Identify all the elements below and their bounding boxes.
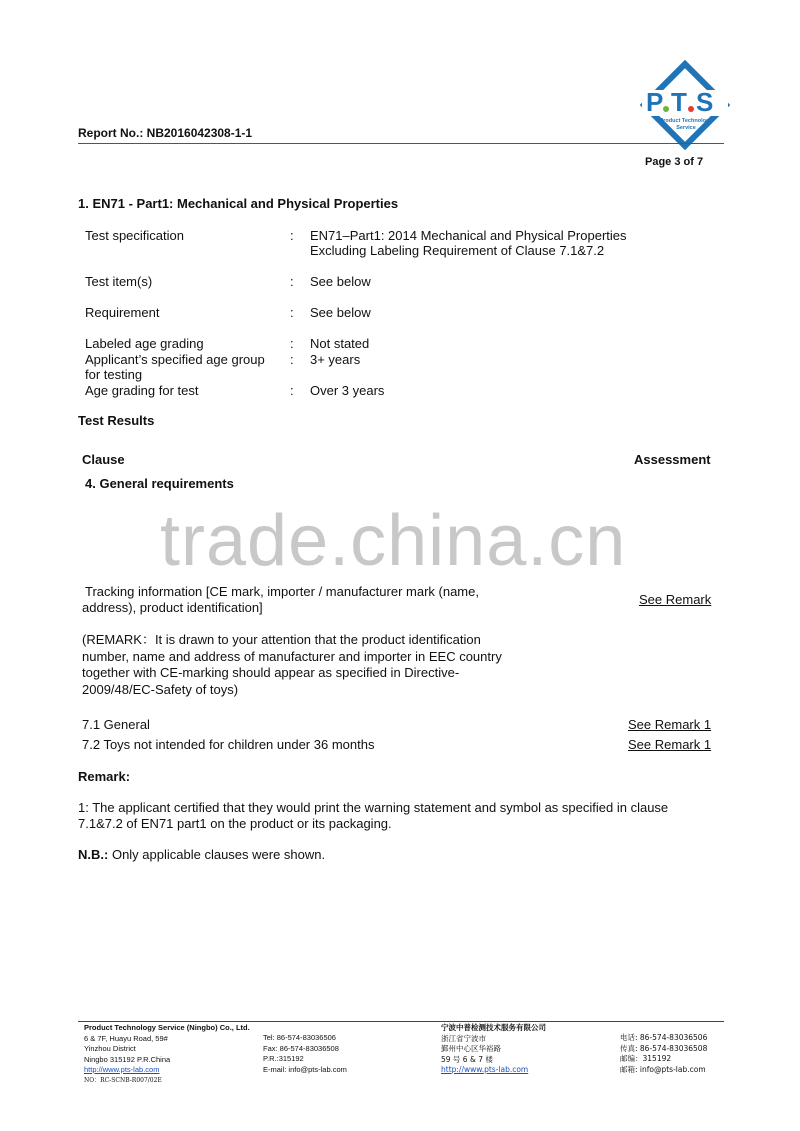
report-number: Report No.: NB2016042308-1-1 <box>78 126 253 140</box>
nb-text: Only applicable clauses were shown. <box>108 847 326 862</box>
footer-cn-address <box>441 1023 546 1076</box>
footer-en-contact <box>263 1033 347 1075</box>
tracking-info-line2: address), product identification] <box>82 600 263 615</box>
label-requirement: Requirement <box>85 305 160 320</box>
general-requirements: 4. General requirements <box>85 476 234 491</box>
remark-title: Remark: <box>78 769 131 784</box>
footer-cn-address-line: 浙江省宁波市 <box>441 1033 486 1043</box>
column-assessment: Assessment <box>634 452 711 467</box>
label-applicant-age-group-line2: for testing <box>85 367 143 382</box>
page-number: Page 3 of 7 <box>645 156 704 168</box>
svg-text:S: S <box>696 87 714 117</box>
value-test-specification-line2: Excluding Labeling Requirement of Clause 7.1&7.2 <box>310 243 605 258</box>
footer-cn-fax: 传真: 86-574-83036508 <box>620 1043 708 1053</box>
nb-label: N.B.: <box>78 847 109 862</box>
remark-note-line: 2009/48/EC-Safety of toys) <box>82 681 239 697</box>
label-applicant-age-group: Applicant’s specified age group <box>85 352 265 367</box>
value-age-grading-for-test: Over 3 years <box>310 383 385 398</box>
colon: : <box>290 383 294 398</box>
remark-line1: 1: The applicant certified that they would print the warning statement and symbol as specified in clause <box>78 800 669 815</box>
colon: : <box>290 228 294 243</box>
footer-cn-postcode: 邮编：315192 <box>620 1054 672 1063</box>
svg-text:Service: Service <box>676 125 696 131</box>
footer-cn-address-line: 59 号 6 & 7 楼 <box>441 1054 493 1064</box>
footer-fax: Fax: 86-574-83036508 <box>263 1043 339 1053</box>
label-test-specification: Test specification <box>85 228 184 243</box>
label-age-grading-for-test: Age grading for test <box>85 383 199 398</box>
footer-postcode: P.R.:315192 <box>263 1054 304 1063</box>
colon: : <box>290 274 294 289</box>
value-labeled-age-grading: Not stated <box>310 336 370 351</box>
label-labeled-age-grading: Labeled age grading <box>85 336 204 351</box>
value-requirement: See below <box>310 305 371 320</box>
footer-address-line: Yinzhou District <box>84 1044 136 1053</box>
svg-text:P: P <box>646 87 664 117</box>
pts-logo-icon <box>640 60 730 150</box>
remark-note-line: number, name and address of manufacturer and importer in EEC country <box>82 648 502 664</box>
pts-logo <box>640 60 730 150</box>
remark-note-line: together with CE-marking should appear as specified in Directive- <box>82 665 460 680</box>
colon: : <box>290 352 294 367</box>
footer-cn-company: 宁波中普检测技术服务有限公司 <box>441 1023 546 1032</box>
tracking-info-line1: Tracking information [CE mark, importer / manufacturer mark (name, <box>85 584 479 599</box>
test-results-title: Test Results <box>78 413 155 428</box>
footer-cn-email: 邮箱: info@pts-lab.com <box>620 1064 706 1074</box>
assessment-7-1: See Remark 1 <box>628 717 712 732</box>
value-test-items: See below <box>310 274 371 289</box>
assessment-7-2: See Remark 1 <box>628 737 712 752</box>
footer-tel: Tel: 86-574-83036506 <box>263 1033 336 1042</box>
clause-7-1: 7.1 General <box>82 717 150 732</box>
footer-rule <box>78 1021 724 1022</box>
value-applicant-age-group: 3+ years <box>310 352 361 367</box>
label-test-items: Test item(s) <box>85 274 153 289</box>
footer-en-address <box>84 1023 250 1086</box>
footer-cn-website-link[interactable]: http://www.pts-lab.com <box>441 1065 529 1074</box>
watermark: trade.china.cn <box>160 501 627 581</box>
colon: : <box>290 336 294 351</box>
section-title: 1. EN71 - Part1: Mechanical and Physical Properties <box>78 196 399 211</box>
tracking-assessment: See Remark <box>639 592 712 607</box>
footer-cn-contact <box>620 1033 707 1075</box>
colon: : <box>290 305 294 320</box>
value-test-specification: EN71–Part1: 2014 Mechanical and Physical Properties <box>310 228 627 243</box>
svg-text:T: T <box>671 87 687 117</box>
nb-note <box>78 847 325 862</box>
footer-website-link[interactable]: http://www.pts-lab.com <box>84 1065 160 1074</box>
footer-email: E-mail: info@pts-lab.com <box>263 1064 347 1074</box>
footer-address-line: 6 & 7F, Huayu Road, 59# <box>84 1033 168 1043</box>
footer-company: Product Technology Service (Ningbo) Co., Ltd. <box>84 1023 250 1032</box>
remark-note <box>82 632 542 698</box>
footer-cn-tel: 电话: 86-574-83036506 <box>620 1033 708 1042</box>
svg-text:Product Technology: Product Technology <box>659 118 713 124</box>
header-rule <box>78 143 724 144</box>
clause-7-2: 7.2 Toys not intended for children under 36 months <box>82 737 375 752</box>
footer-cn-address-line: 鄞州中心区华裕路 <box>441 1044 501 1053</box>
footer-form-number: NO：RC-SCNB-R007/02E <box>84 1076 162 1084</box>
footer-address-line: Ningbo 315192 P.R.China <box>84 1054 171 1064</box>
column-clause: Clause <box>82 452 125 467</box>
remark-line2: 7.1&7.2 of EN71 part1 on the product or its packaging. <box>78 816 392 831</box>
remark-note-line: (REMARK：It is drawn to your attention that the product identification <box>82 632 481 647</box>
